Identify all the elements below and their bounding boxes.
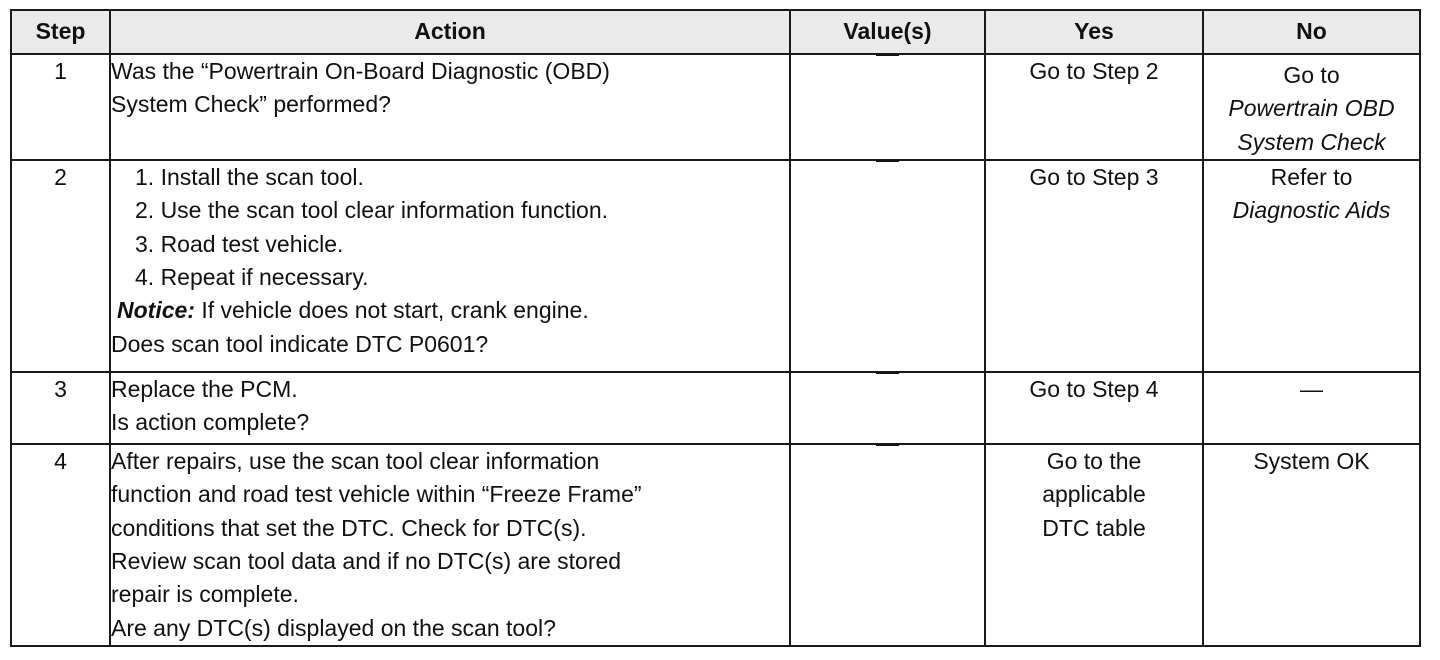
yes-line: DTC table	[1042, 514, 1146, 541]
table-row	[11, 54, 1420, 160]
step-number: 1	[11, 54, 110, 160]
value-dash: —	[876, 40, 899, 66]
no-cell: —	[1203, 372, 1420, 444]
no-line: Refer to	[1270, 164, 1353, 191]
header-action: Action	[110, 10, 790, 54]
header-yes: Yes	[985, 10, 1203, 54]
yes-cell: Go to Step 4	[985, 372, 1203, 444]
action-cell	[110, 444, 790, 646]
action-line: Review scan tool data and if no DTC(s) are stored	[111, 548, 622, 575]
yes-cell: Go to Step 3	[985, 160, 1203, 372]
action-question: Does scan tool indicate DTC P0601?	[111, 330, 489, 357]
value-dash: —	[876, 430, 899, 457]
action-cell	[110, 372, 790, 444]
action-cell	[110, 160, 790, 372]
action-list-item: 1. Install the scan tool.	[135, 164, 364, 191]
action-line: function and road test vehicle within “Freeze Frame”	[111, 481, 642, 508]
no-line-link[interactable]: Powertrain OBD	[1228, 95, 1395, 122]
value-cell	[790, 430, 985, 646]
no-line: Go to	[1283, 62, 1340, 88]
yes-cell	[985, 444, 1203, 646]
action-line: Was the “Powertrain On-Board Diagnostic (OBD)	[111, 58, 610, 84]
action-line: After repairs, use the scan tool clear information	[111, 448, 600, 475]
action-line: conditions that set the DTC. Check for DTC(s).	[111, 514, 587, 541]
step-number: 4	[11, 444, 110, 646]
value-dash: —	[876, 358, 899, 385]
header-no: No	[1203, 10, 1420, 54]
value-cell	[790, 146, 985, 372]
yes-line: Go to the	[1046, 448, 1142, 475]
action-line: repair is complete.	[111, 581, 299, 608]
table-row	[11, 444, 1420, 646]
action-line: Is action complete?	[111, 409, 310, 436]
header-values: Value(s)	[790, 10, 985, 54]
action-cell	[110, 54, 790, 160]
table-row	[11, 160, 1420, 372]
no-cell	[1203, 160, 1420, 372]
action-line: Are any DTC(s) displayed on the scan tool?	[111, 614, 556, 641]
yes-cell: Go to Step 2	[985, 54, 1203, 160]
action-line: System Check” performed?	[111, 91, 391, 118]
step-number: 2	[11, 160, 110, 372]
value-cell	[790, 40, 985, 160]
no-line-link[interactable]: System Check	[1237, 128, 1386, 155]
notice-text: If vehicle does not start, crank engine.	[194, 297, 589, 324]
value-dash: —	[876, 146, 899, 173]
header-row	[11, 10, 1420, 54]
no-cell: System OK	[1203, 444, 1420, 646]
action-list-item: 4. Repeat if necessary.	[135, 264, 369, 291]
action-list-item: 2. Use the scan tool clear information function.	[135, 197, 609, 224]
notice-line	[111, 294, 789, 327]
header-step: Step	[11, 10, 110, 54]
notice-label: Notice:	[117, 297, 195, 324]
action-list-item: 3. Road test vehicle.	[135, 230, 344, 257]
no-line-link[interactable]: Diagnostic Aids	[1232, 197, 1391, 224]
yes-line: applicable	[1042, 481, 1146, 508]
table-row	[11, 372, 1420, 444]
step-number: 3	[11, 372, 110, 444]
action-line: Replace the PCM.	[111, 376, 298, 403]
diagnostic-table	[10, 9, 1421, 647]
no-cell	[1203, 54, 1420, 160]
